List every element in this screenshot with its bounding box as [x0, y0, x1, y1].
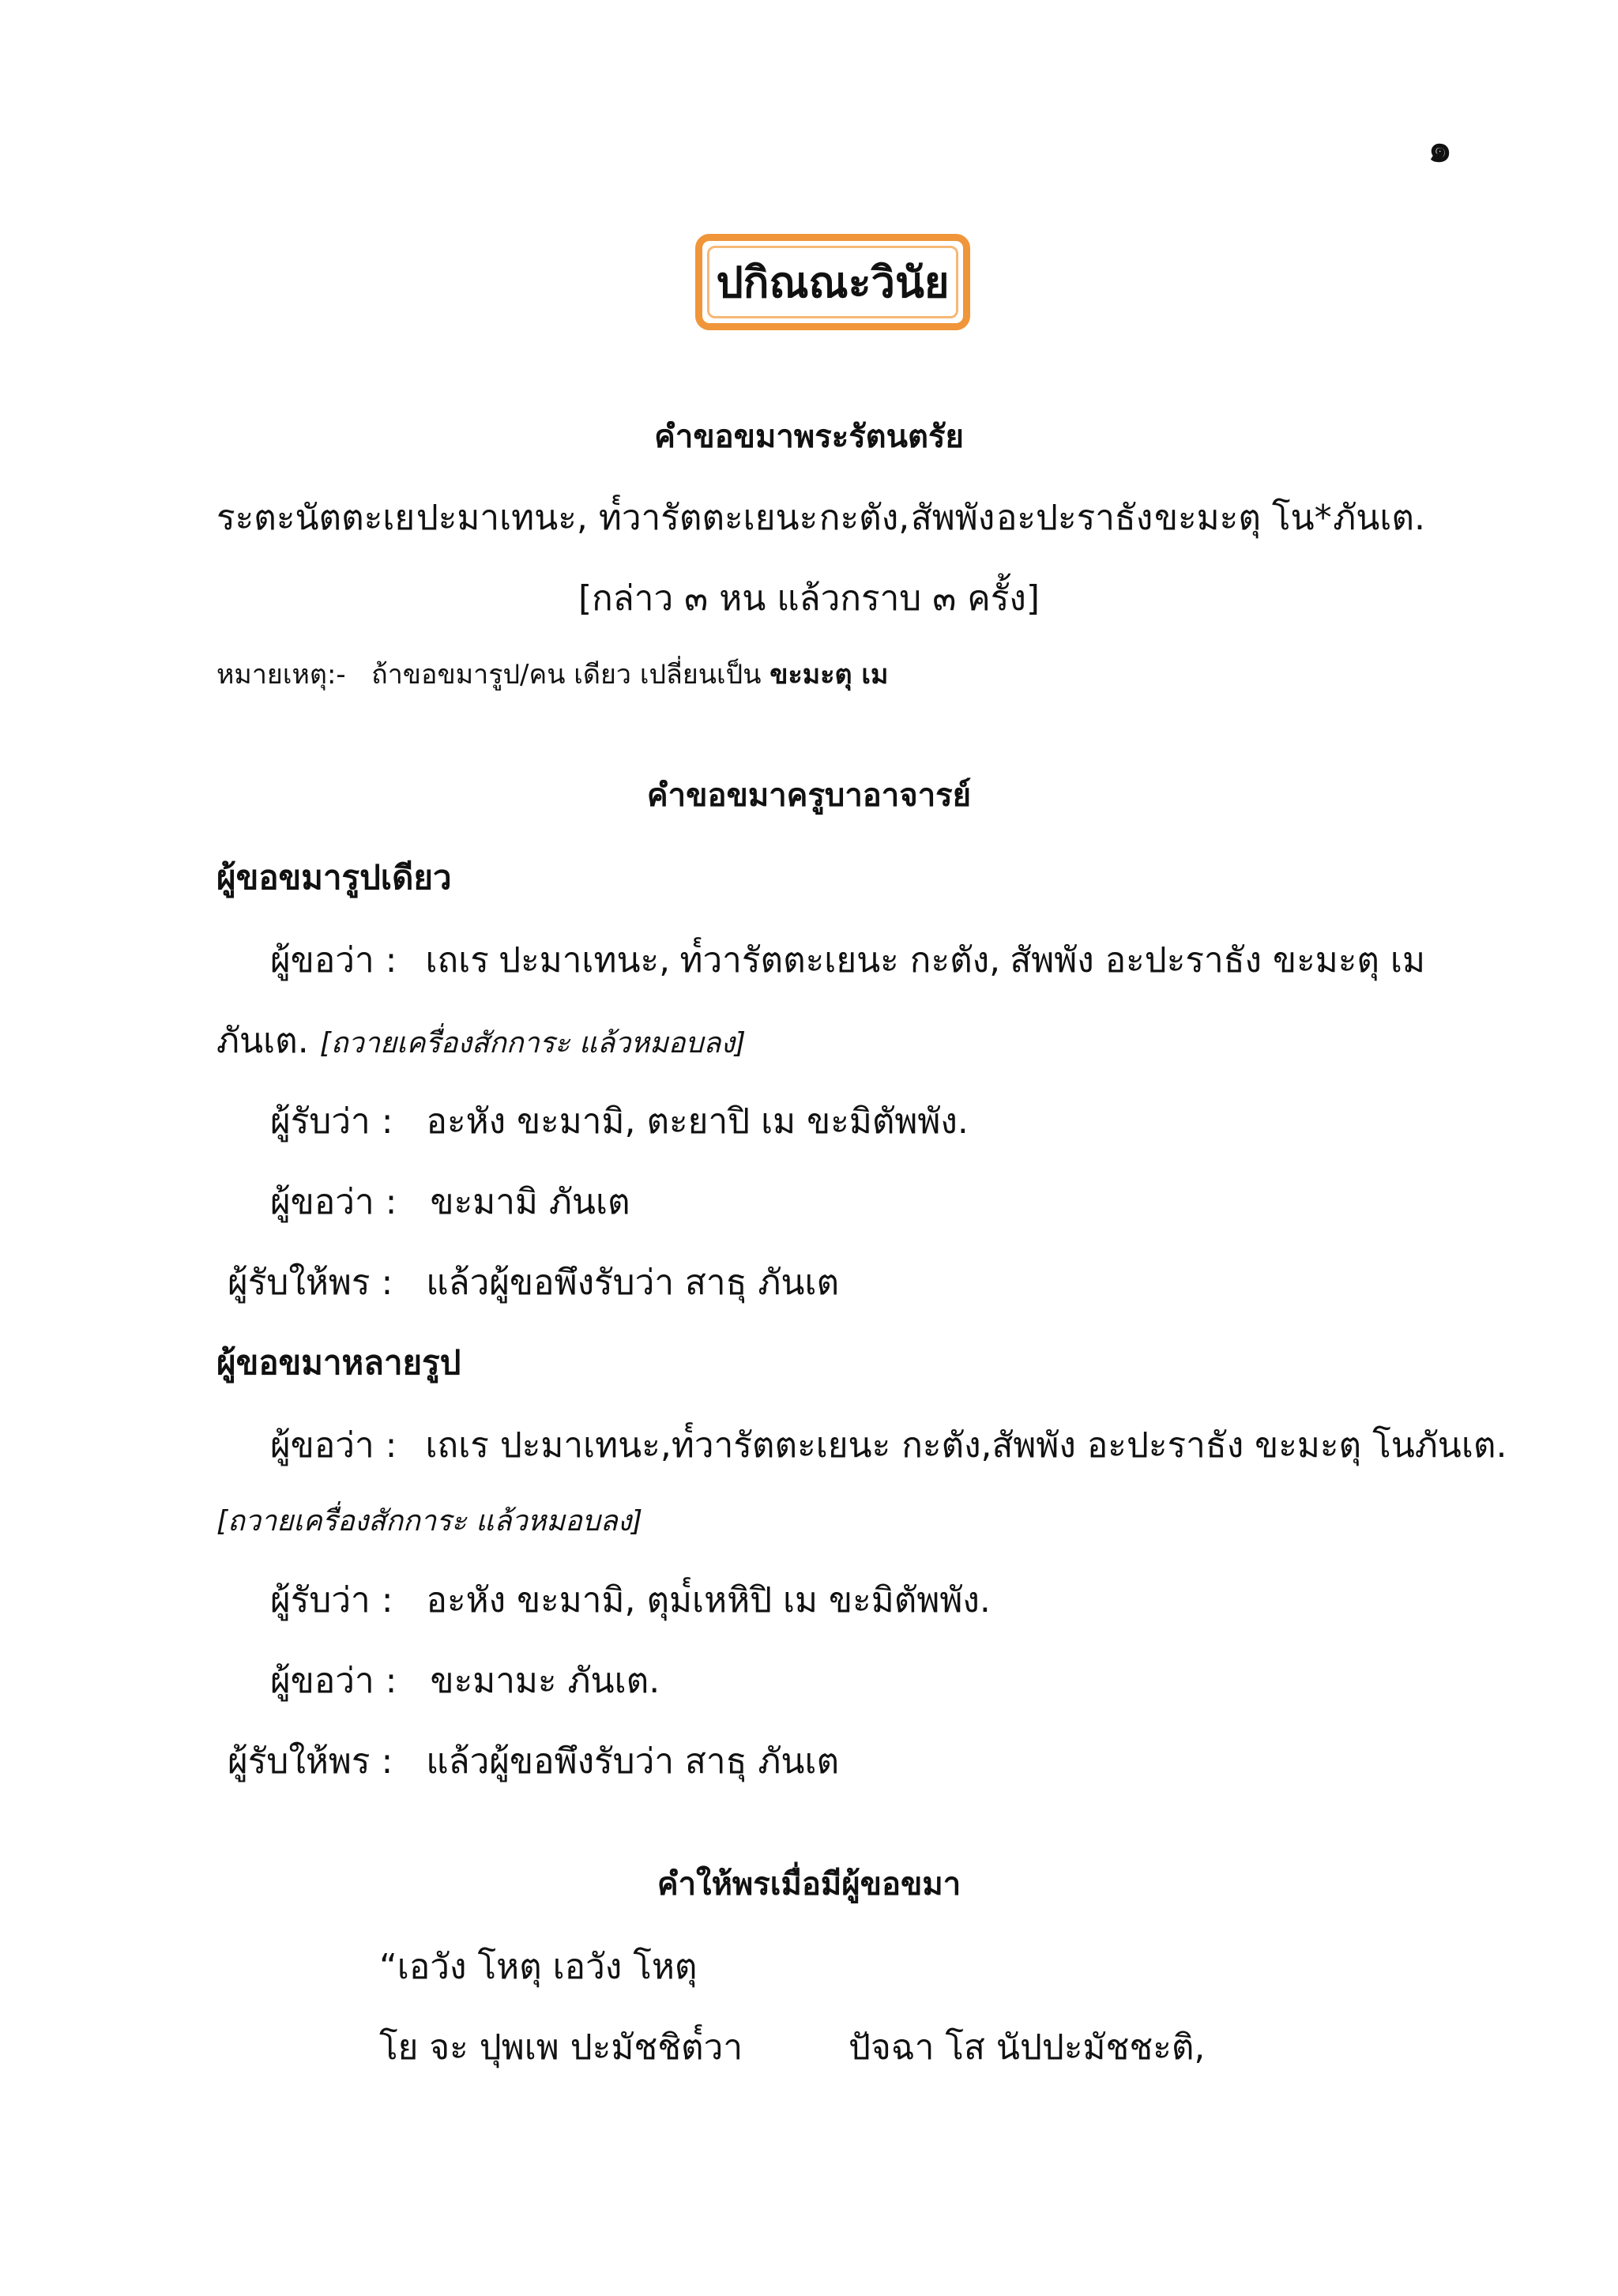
note-bold: ขะมะตุ เม: [769, 659, 889, 691]
chant-word: ปะมาเทนะ, ท๎วารัตตะเยนะ: [416, 498, 818, 538]
speaker-label: ผู้ขอว่า :: [270, 940, 397, 981]
heading-blessing: คำให้พรเมื่อมีผู้ขอขมา: [657, 1866, 961, 1903]
verse-word: ท๎วารัตตะเยนะ กะตัง,: [679, 940, 1001, 981]
verse-word: ภันเต.: [1414, 1425, 1507, 1466]
verse-word: ปะมาเทนะ,: [499, 940, 671, 981]
multi-request-line-2: [270, 1653, 660, 1708]
verse-text: แล้วผู้ขอพึงรับว่า สาธุ ภันเต: [426, 1263, 840, 1303]
verse-word: ภันเต.: [216, 1021, 309, 1061]
verse-word: เถเร ปะมาเทนะ,: [425, 1425, 672, 1466]
verse-text: โย จะ ปุพเพ ปะมัชชิต๎วา: [379, 2027, 743, 2068]
verse-word: สัพพัง อะปะราธัง ขะมะตุ เม: [1010, 940, 1425, 981]
title-frame: [695, 234, 970, 330]
single-reply-line: [270, 1093, 969, 1149]
chant-word: ภันเต.: [1333, 498, 1425, 538]
heading-triple-gem-apology: คำขอขมาพระรัตนตรัย: [654, 419, 964, 455]
ritual-note: [ถวายเครื่องสักการะ แล้วหมอบลง]: [319, 1027, 746, 1060]
verse-text: ขะมามิ ภันเต: [430, 1182, 630, 1222]
speaker-label: ผู้ขอว่า :: [270, 1661, 397, 1701]
verse-word: สัพพัง อะปะราธัง ขะมะตุ โน: [991, 1425, 1415, 1466]
single-blessing-line: [228, 1255, 839, 1310]
multi-reply-line: [270, 1572, 991, 1628]
heading-teacher-apology: คำขอขมาครูบาอาจารย์: [646, 777, 972, 814]
single-request-cont: [216, 1013, 746, 1068]
single-request-line: [270, 932, 1425, 988]
verse-word: เถเร: [425, 940, 489, 981]
speaker-label: ผู้รับว่า :: [270, 1580, 393, 1620]
speaker-label: ผู้รับให้พร :: [228, 1741, 393, 1782]
page-title: ปกิณณะวินัย: [716, 258, 950, 307]
chant-line: [216, 490, 1425, 545]
multi-request-line: [270, 1417, 1507, 1473]
chant-word: กะตัง,: [818, 498, 910, 538]
blessing-verse-1: “เอวัง โหตุ เอวัง โหตุ: [379, 1947, 698, 1987]
note-text: ถ้าขอขมารูป/คน เดียว เปลี่ยนเป็น: [371, 659, 762, 691]
chant-word: ระตะนัตตะเย: [216, 498, 416, 538]
chant-word: สัพพัง: [910, 498, 995, 538]
chant-word: อะปะราธัง: [995, 498, 1153, 538]
speaker-label: ผู้ขอว่า :: [270, 1425, 397, 1466]
single-request-line-2: [270, 1174, 630, 1229]
verse-text: แล้วผู้ขอพึงรับว่า สาธุ ภันเต: [426, 1741, 840, 1782]
speaker-label: ผู้ขอว่า :: [270, 1182, 397, 1222]
blessing-verse-2: [379, 2019, 1205, 2075]
verse-text: ปัจฉา โส นัปปะมัชชะติ,: [849, 2027, 1206, 2068]
subheading-single-monk: ผู้ขอขมารูปเดียว: [216, 858, 452, 897]
verse-word: ท๎วารัตตะเยนะ กะตัง,: [671, 1425, 992, 1466]
verse-text: อะหัง ขะมามิ, ตุม๎เหหิปิ เม ขะมิตัพพัง.: [426, 1580, 991, 1620]
note-line: [216, 653, 888, 695]
multi-blessing-line: [228, 1733, 839, 1789]
chant-word: ขะมะตุ โน*: [1153, 498, 1332, 538]
verse-text: ขะมามะ ภันเต.: [430, 1661, 660, 1701]
ritual-note: [ถวายเครื่องสักการะ แล้วหมอบลง]: [216, 1505, 643, 1538]
chant-instruction: [กล่าว ๓ หน แล้วกราบ ๓ ครั้ง]: [578, 578, 1040, 619]
speaker-label: ผู้รับให้พร :: [228, 1263, 393, 1303]
subheading-multi-monk: ผู้ขอขมาหลายรูป: [216, 1343, 461, 1382]
verse-text: อะหัง ขะมามิ, ตะยาปิ เม ขะมิตัพพัง.: [426, 1101, 969, 1142]
page-number: ๑: [1428, 126, 1452, 171]
speaker-label: ผู้รับว่า :: [270, 1101, 393, 1142]
note-label: หมายเหตุ:-: [216, 659, 346, 691]
